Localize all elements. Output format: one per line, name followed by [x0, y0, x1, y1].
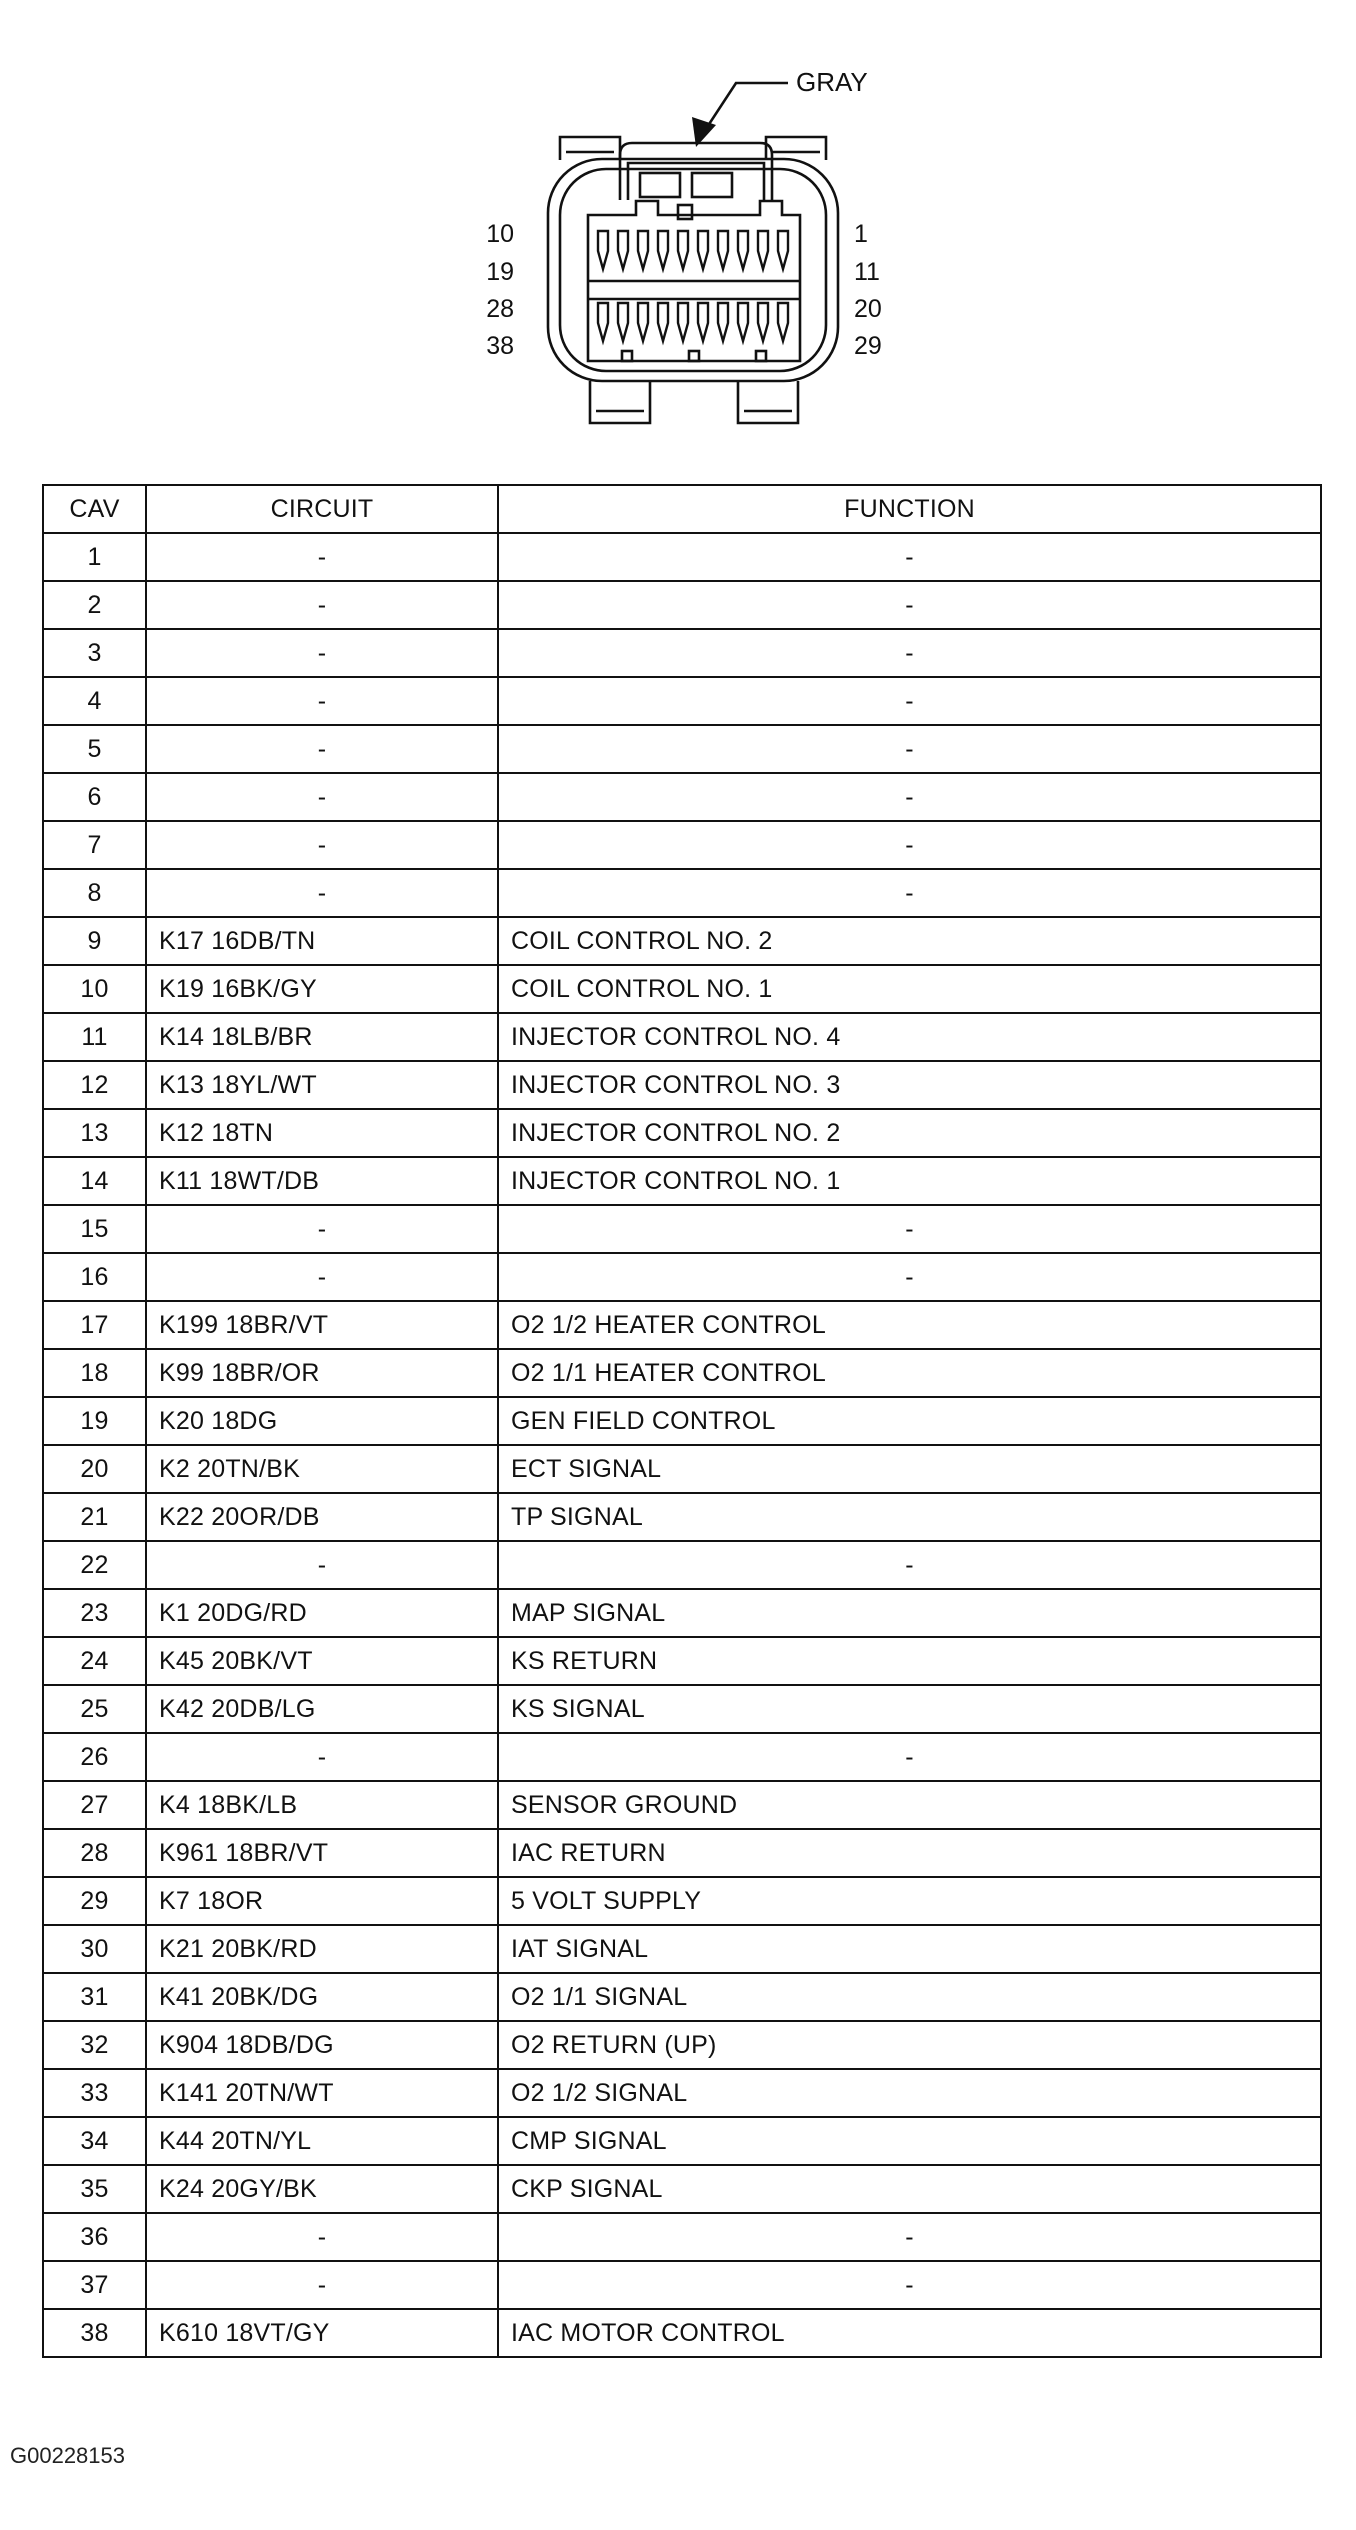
header-cav: CAV — [43, 485, 146, 533]
cav-cell: 1 — [43, 533, 146, 581]
circuit-cell: - — [146, 1253, 498, 1301]
function-cell: CMP SIGNAL — [498, 2117, 1321, 2165]
function-cell: IAC RETURN — [498, 1829, 1321, 1877]
circuit-cell: K41 20BK/DG — [146, 1973, 498, 2021]
function-cell: KS RETURN — [498, 1637, 1321, 1685]
circuit-cell: K44 20TN/YL — [146, 2117, 498, 2165]
function-cell: SENSOR GROUND — [498, 1781, 1321, 1829]
circuit-cell: K45 20BK/VT — [146, 1637, 498, 1685]
table-header-row — [43, 485, 1321, 533]
cav-cell: 2 — [43, 581, 146, 629]
function-cell: INJECTOR CONTROL NO. 1 — [498, 1157, 1321, 1205]
table-row — [43, 1781, 1321, 1829]
cav-cell: 3 — [43, 629, 146, 677]
pin-number-right-11: 11 — [854, 258, 880, 286]
table-row — [43, 1541, 1321, 1589]
function-cell: KS SIGNAL — [498, 1685, 1321, 1733]
terminal-pin — [658, 303, 668, 341]
terminal-pin — [738, 303, 748, 341]
terminal-pin — [678, 231, 688, 269]
cav-cell: 20 — [43, 1445, 146, 1493]
pin-number-left-10: 10 — [486, 220, 514, 248]
function-cell: - — [498, 677, 1321, 725]
function-cell: - — [498, 1541, 1321, 1589]
function-cell: IAC MOTOR CONTROL — [498, 2309, 1321, 2357]
circuit-cell: - — [146, 629, 498, 677]
circuit-cell: K4 18BK/LB — [146, 1781, 498, 1829]
table-row — [43, 1157, 1321, 1205]
table-row — [43, 2021, 1321, 2069]
table-row — [43, 869, 1321, 917]
circuit-cell: K7 18OR — [146, 1877, 498, 1925]
circuit-cell: - — [146, 677, 498, 725]
function-cell: - — [498, 629, 1321, 677]
table-row — [43, 1973, 1321, 2021]
cav-cell: 5 — [43, 725, 146, 773]
cav-cell: 13 — [43, 1109, 146, 1157]
table-row — [43, 629, 1321, 677]
table-row — [43, 1109, 1321, 1157]
function-cell: - — [498, 725, 1321, 773]
table-row — [43, 2309, 1321, 2357]
circuit-cell: - — [146, 1541, 498, 1589]
function-cell: - — [498, 1253, 1321, 1301]
function-cell: MAP SIGNAL — [498, 1589, 1321, 1637]
connector-diagram — [470, 55, 890, 445]
cav-cell: 26 — [43, 1733, 146, 1781]
cav-cell: 28 — [43, 1829, 146, 1877]
cav-cell: 31 — [43, 1973, 146, 2021]
function-cell: TP SIGNAL — [498, 1493, 1321, 1541]
function-cell: - — [498, 821, 1321, 869]
function-cell: O2 1/2 SIGNAL — [498, 2069, 1321, 2117]
table-row — [43, 1925, 1321, 1973]
table-row — [43, 1589, 1321, 1637]
terminal-pin — [638, 303, 648, 341]
circuit-cell: K21 20BK/RD — [146, 1925, 498, 1973]
circuit-cell: K904 18DB/DG — [146, 2021, 498, 2069]
table-row — [43, 1829, 1321, 1877]
table-row — [43, 1637, 1321, 1685]
function-cell: COIL CONTROL NO. 2 — [498, 917, 1321, 965]
circuit-cell: - — [146, 821, 498, 869]
function-cell: O2 RETURN (UP) — [498, 2021, 1321, 2069]
function-cell: - — [498, 581, 1321, 629]
terminal-pin — [778, 303, 788, 341]
cav-cell: 12 — [43, 1061, 146, 1109]
cav-cell: 15 — [43, 1205, 146, 1253]
circuit-cell: - — [146, 2261, 498, 2309]
table-row — [43, 773, 1321, 821]
cav-cell: 9 — [43, 917, 146, 965]
cav-cell: 38 — [43, 2309, 146, 2357]
function-cell: 5 VOLT SUPPLY — [498, 1877, 1321, 1925]
table-row — [43, 1253, 1321, 1301]
terminal-pin — [738, 231, 748, 269]
cav-cell: 6 — [43, 773, 146, 821]
function-cell: GEN FIELD CONTROL — [498, 1397, 1321, 1445]
table-row — [43, 581, 1321, 629]
cav-cell: 18 — [43, 1349, 146, 1397]
table-row — [43, 2261, 1321, 2309]
function-cell: COIL CONTROL NO. 1 — [498, 965, 1321, 1013]
cav-cell: 4 — [43, 677, 146, 725]
cav-cell: 10 — [43, 965, 146, 1013]
circuit-cell: K12 18TN — [146, 1109, 498, 1157]
function-cell: - — [498, 2213, 1321, 2261]
function-cell: O2 1/2 HEATER CONTROL — [498, 1301, 1321, 1349]
pin-number-right-20: 20 — [854, 295, 882, 323]
table-row — [43, 2213, 1321, 2261]
cav-cell: 32 — [43, 2021, 146, 2069]
circuit-cell: - — [146, 1205, 498, 1253]
circuit-cell: K961 18BR/VT — [146, 1829, 498, 1877]
table-row — [43, 1205, 1321, 1253]
terminal-pin — [718, 231, 728, 269]
circuit-cell: K141 20TN/WT — [146, 2069, 498, 2117]
terminal-pin — [698, 303, 708, 341]
table-row — [43, 1733, 1321, 1781]
pin-number-left-38: 38 — [486, 332, 514, 360]
circuit-cell: - — [146, 533, 498, 581]
cav-cell: 22 — [43, 1541, 146, 1589]
function-cell: INJECTOR CONTROL NO. 2 — [498, 1109, 1321, 1157]
circuit-cell: K24 20GY/BK — [146, 2165, 498, 2213]
terminal-pin — [638, 231, 648, 269]
connector-color-label: GRAY — [796, 67, 868, 97]
terminal-pin — [658, 231, 668, 269]
terminal-pin — [758, 303, 768, 341]
table-row — [43, 2165, 1321, 2213]
function-cell: - — [498, 533, 1321, 581]
terminal-pin — [778, 231, 788, 269]
cav-cell: 19 — [43, 1397, 146, 1445]
terminal-pin — [598, 231, 608, 269]
circuit-cell: - — [146, 1733, 498, 1781]
function-cell: - — [498, 2261, 1321, 2309]
function-cell: IAT SIGNAL — [498, 1925, 1321, 1973]
circuit-cell: K19 16BK/GY — [146, 965, 498, 1013]
table-row — [43, 1061, 1321, 1109]
circuit-cell: K14 18LB/BR — [146, 1013, 498, 1061]
cav-cell: 25 — [43, 1685, 146, 1733]
terminal-pin — [718, 303, 728, 341]
table-row — [43, 533, 1321, 581]
cav-cell: 23 — [43, 1589, 146, 1637]
circuit-cell: K99 18BR/OR — [146, 1349, 498, 1397]
function-cell: INJECTOR CONTROL NO. 3 — [498, 1061, 1321, 1109]
function-cell: CKP SIGNAL — [498, 2165, 1321, 2213]
cav-cell: 24 — [43, 1637, 146, 1685]
cav-cell: 21 — [43, 1493, 146, 1541]
circuit-cell: K42 20DB/LG — [146, 1685, 498, 1733]
table-row — [43, 1301, 1321, 1349]
table-row — [43, 1445, 1321, 1493]
table-row — [43, 2069, 1321, 2117]
cav-cell: 37 — [43, 2261, 146, 2309]
cav-cell: 8 — [43, 869, 146, 917]
table-row — [43, 821, 1321, 869]
cav-cell: 30 — [43, 1925, 146, 1973]
function-cell: - — [498, 1733, 1321, 1781]
table-row — [43, 1349, 1321, 1397]
pin-number-right-1: 1 — [854, 220, 868, 248]
cav-cell: 36 — [43, 2213, 146, 2261]
cav-cell: 16 — [43, 1253, 146, 1301]
cav-cell: 7 — [43, 821, 146, 869]
function-cell: - — [498, 773, 1321, 821]
terminal-pin — [678, 303, 688, 341]
circuit-cell: - — [146, 725, 498, 773]
circuit-cell: - — [146, 2213, 498, 2261]
table-row — [43, 1013, 1321, 1061]
circuit-cell: K22 20OR/DB — [146, 1493, 498, 1541]
table-row — [43, 917, 1321, 965]
table-row — [43, 1397, 1321, 1445]
table-row — [43, 965, 1321, 1013]
terminal-pin — [698, 231, 708, 269]
function-cell: ECT SIGNAL — [498, 1445, 1321, 1493]
cav-cell: 34 — [43, 2117, 146, 2165]
function-cell: O2 1/1 SIGNAL — [498, 1973, 1321, 2021]
pin-number-left-19: 19 — [486, 258, 514, 286]
cav-cell: 29 — [43, 1877, 146, 1925]
function-cell: - — [498, 1205, 1321, 1253]
table-row — [43, 1493, 1321, 1541]
circuit-cell: - — [146, 581, 498, 629]
table-row — [43, 725, 1321, 773]
circuit-cell: K17 16DB/TN — [146, 917, 498, 965]
terminal-pin — [758, 231, 768, 269]
cav-cell: 14 — [43, 1157, 146, 1205]
circuit-cell: - — [146, 869, 498, 917]
table-row — [43, 677, 1321, 725]
cav-cell: 27 — [43, 1781, 146, 1829]
pinout-table — [42, 484, 1322, 2358]
function-cell: O2 1/1 HEATER CONTROL — [498, 1349, 1321, 1397]
circuit-cell: K199 18BR/VT — [146, 1301, 498, 1349]
figure-id: G00228153 — [10, 2443, 125, 2468]
cav-cell: 17 — [43, 1301, 146, 1349]
table-row — [43, 1685, 1321, 1733]
circuit-cell: K13 18YL/WT — [146, 1061, 498, 1109]
cav-cell: 35 — [43, 2165, 146, 2213]
table-row — [43, 2117, 1321, 2165]
circuit-cell: K20 18DG — [146, 1397, 498, 1445]
cav-cell: 33 — [43, 2069, 146, 2117]
function-cell: INJECTOR CONTROL NO. 4 — [498, 1013, 1321, 1061]
header-circuit: CIRCUIT — [146, 485, 498, 533]
header-function: FUNCTION — [498, 485, 1321, 533]
circuit-cell: K2 20TN/BK — [146, 1445, 498, 1493]
cav-cell: 11 — [43, 1013, 146, 1061]
terminal-pin — [618, 303, 628, 341]
circuit-cell: K11 18WT/DB — [146, 1157, 498, 1205]
table-row — [43, 1877, 1321, 1925]
function-cell: - — [498, 869, 1321, 917]
pin-number-right-29: 29 — [854, 332, 882, 360]
terminal-pin — [618, 231, 628, 269]
pin-number-left-28: 28 — [486, 295, 514, 323]
terminal-pin — [598, 303, 608, 341]
circuit-cell: K610 18VT/GY — [146, 2309, 498, 2357]
circuit-cell: K1 20DG/RD — [146, 1589, 498, 1637]
circuit-cell: - — [146, 773, 498, 821]
